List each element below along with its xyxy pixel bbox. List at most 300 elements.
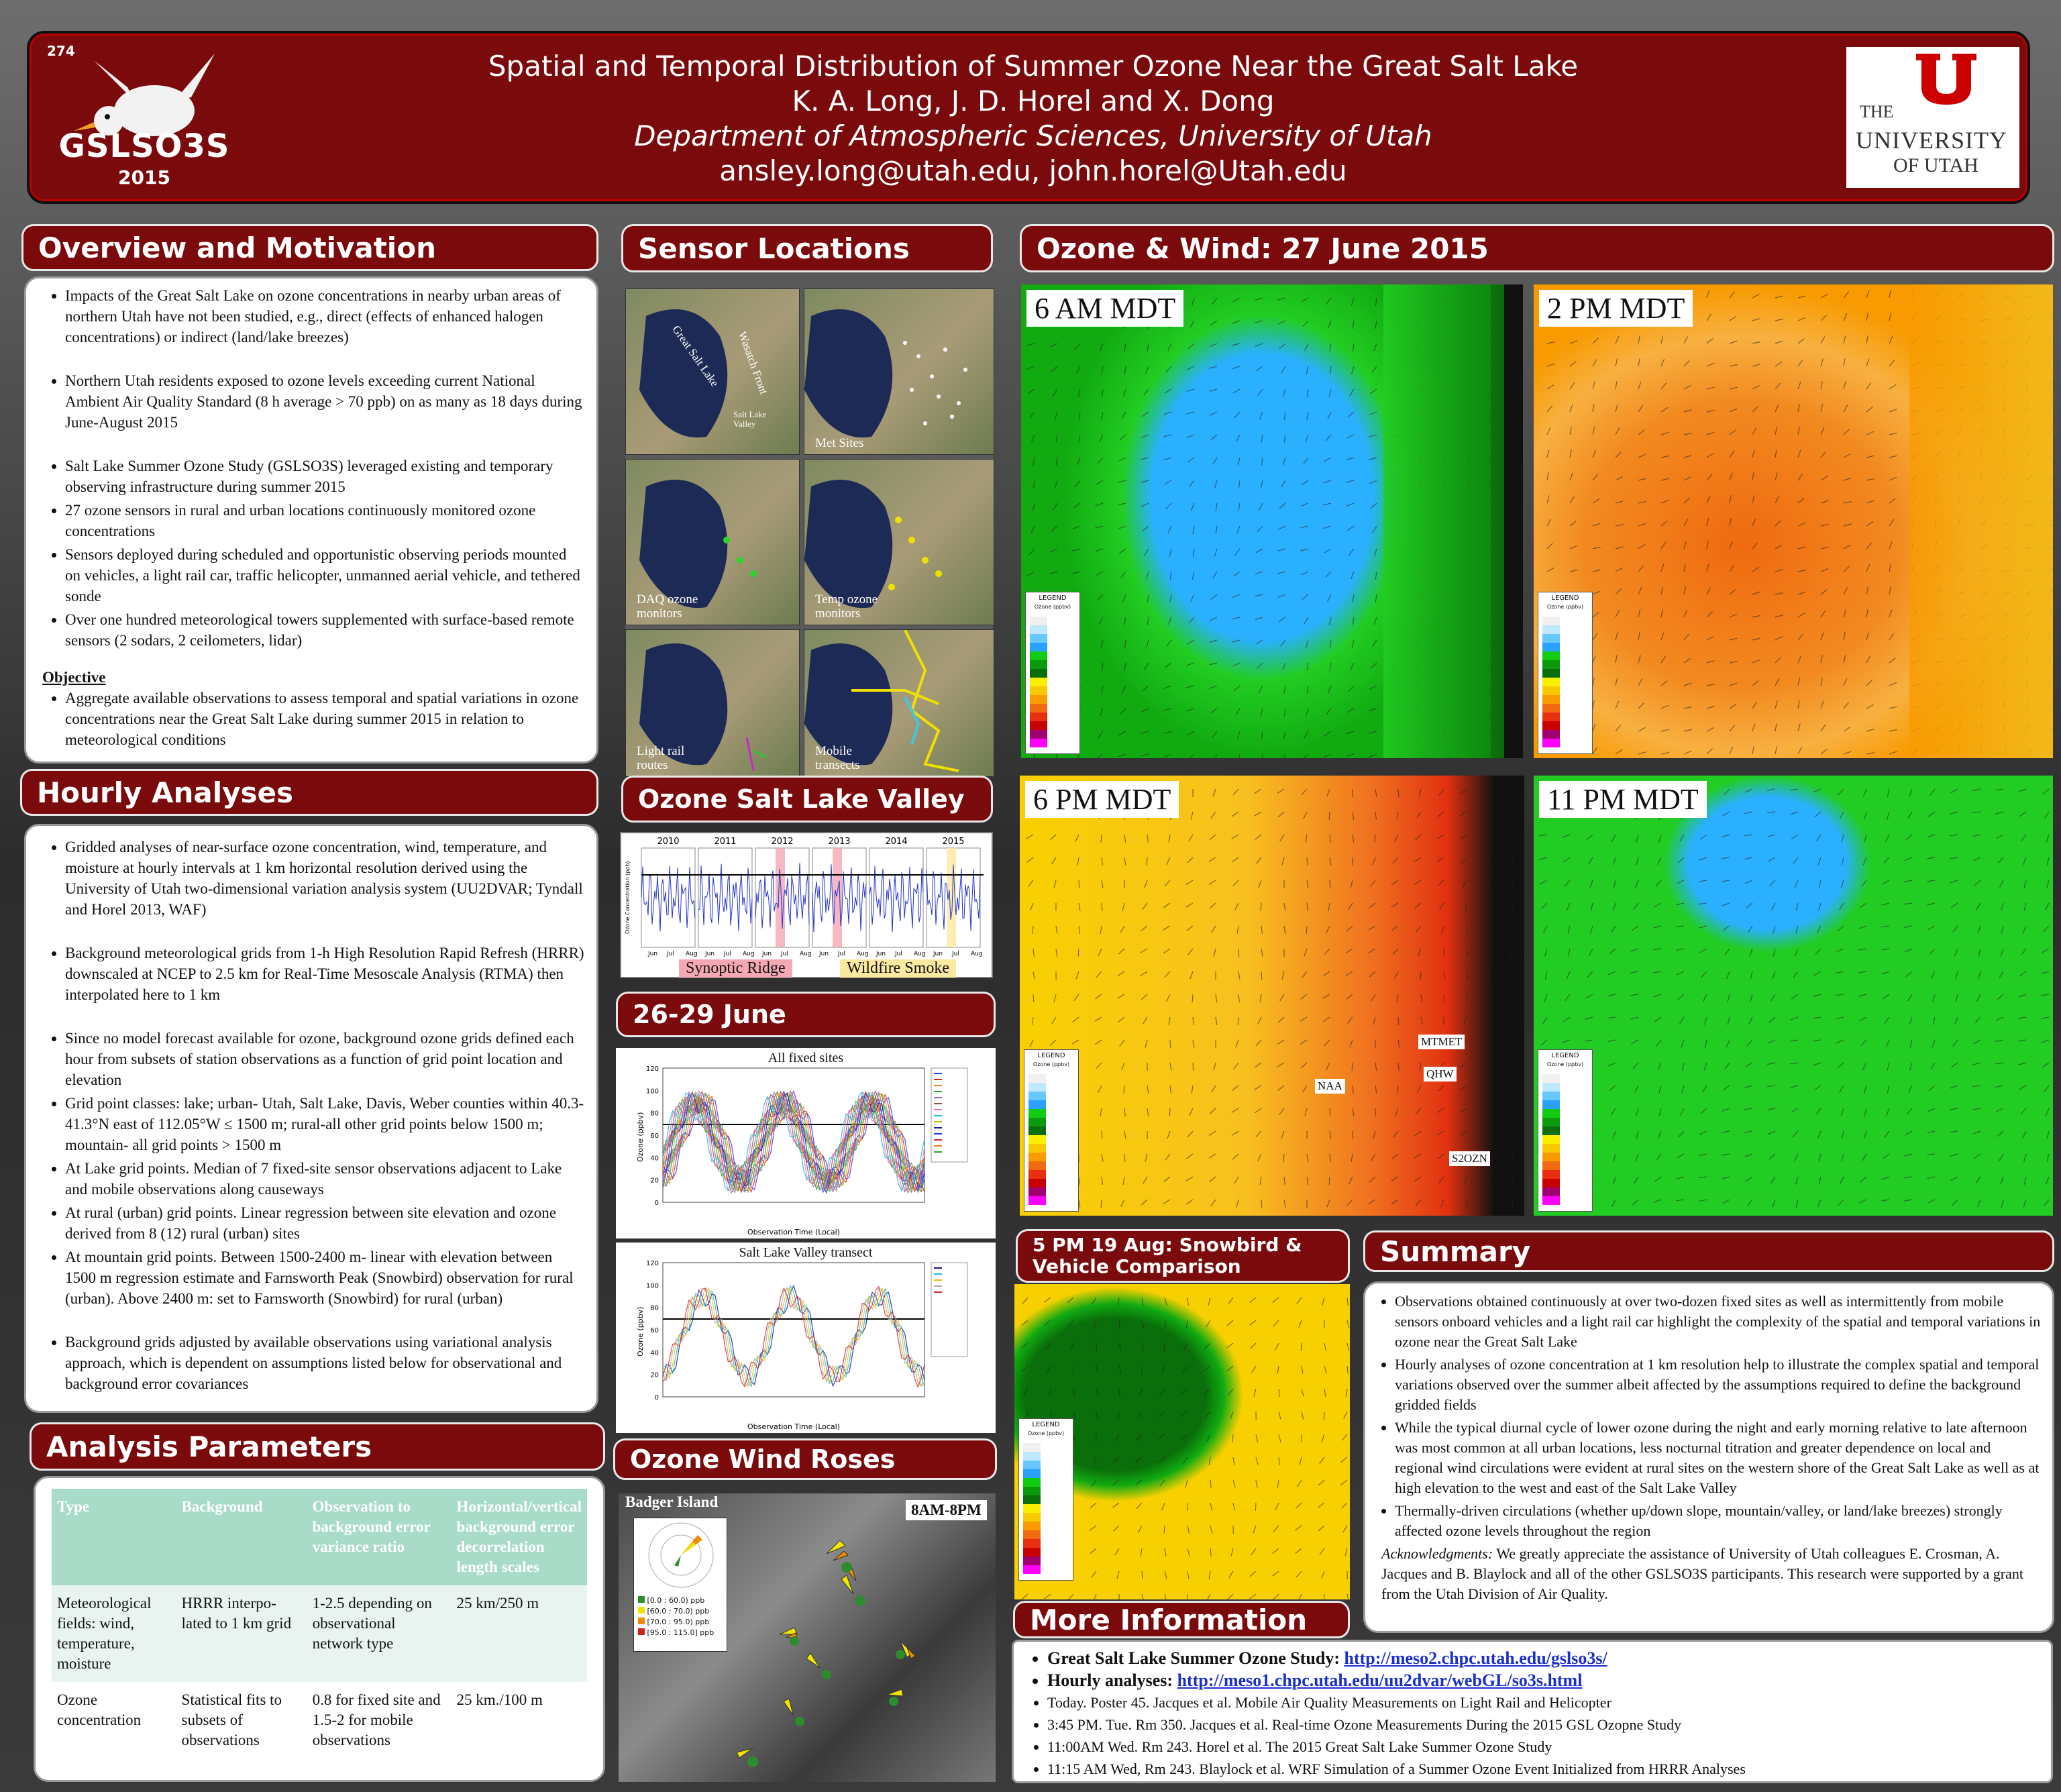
wind-arrow xyxy=(1353,617,1354,625)
wind-arrow xyxy=(1438,1086,1444,1091)
y-axis-label: Ozone (ppbv) xyxy=(636,1306,645,1357)
wind-arrow xyxy=(1190,1108,1193,1116)
wind-arrow xyxy=(1609,1086,1616,1091)
wind-arrow xyxy=(1656,1154,1661,1161)
legend-color-swatch xyxy=(1028,1135,1046,1144)
wind-arrow xyxy=(1391,903,1398,907)
wind-arrow xyxy=(1395,835,1398,842)
wind-arrow xyxy=(1484,1017,1489,1023)
wind-arrow xyxy=(2001,949,2003,956)
wind-arrow xyxy=(1638,703,1644,708)
wind-arrow xyxy=(1346,926,1353,931)
wind-arrow xyxy=(1699,926,1707,928)
legend-title: LEGEND xyxy=(1032,1421,1060,1428)
wind-arrow xyxy=(1661,456,1669,458)
wind-arrow xyxy=(1798,655,1801,663)
gslso3s-link[interactable]: http://meso2.chpc.utah.edu/gslso3s/ xyxy=(1344,1648,1607,1668)
wind-arrow xyxy=(1216,1017,1217,1025)
wind-arrow xyxy=(1585,1040,1593,1041)
wind-arrow xyxy=(1770,880,1775,886)
wind-arrow xyxy=(1630,994,1638,996)
wind-arrow xyxy=(1821,701,1824,708)
wind-arrow xyxy=(1768,857,1775,861)
wind-arrow xyxy=(1255,1063,1261,1067)
legend-color-swatch xyxy=(1542,695,1560,704)
wind-arrow xyxy=(1638,358,1640,366)
wind-arrow xyxy=(1398,789,1399,797)
wind-arrow xyxy=(1281,1131,1284,1139)
wind-arrow xyxy=(1160,1389,1165,1395)
legend-color-swatch xyxy=(1542,1170,1560,1179)
wind-arrow xyxy=(1398,1040,1399,1048)
wind-arrow xyxy=(1056,949,1057,957)
legend-color-swatch xyxy=(1030,695,1047,704)
wind-arrow xyxy=(1055,480,1057,488)
wind-arrow xyxy=(1730,364,1738,366)
wind-arrow xyxy=(1296,1503,1302,1508)
wind-arrow xyxy=(1997,1131,2003,1137)
wind-arrow xyxy=(1207,1434,1210,1442)
wind-arrow xyxy=(1094,1594,1096,1599)
wind-arrow xyxy=(1256,640,1263,644)
wind-arrow xyxy=(1798,613,1805,617)
wind-arrow xyxy=(1489,926,1491,934)
wind-arrow xyxy=(1102,389,1103,397)
wind-arrow xyxy=(1096,503,1103,506)
wind-arrow xyxy=(1323,1017,1330,1022)
wind-arrow xyxy=(1866,431,1874,435)
wind-arrow xyxy=(1170,594,1171,602)
legend-color-swatch xyxy=(1542,1179,1560,1188)
wind-arrow xyxy=(1821,452,1826,458)
y-tick-label: 20 xyxy=(650,1371,659,1379)
wind-arrow xyxy=(1773,949,1775,957)
legend-color-swatch xyxy=(1030,625,1047,634)
june-chart-fixed xyxy=(616,1048,996,1238)
wind-arrow xyxy=(2047,857,2049,865)
y-tick-label: 40 xyxy=(650,1155,659,1163)
wind-arrow xyxy=(1844,609,1846,617)
wind-arrow xyxy=(1124,617,1126,625)
wind-arrow xyxy=(1866,335,1868,344)
wind-arrow xyxy=(1420,1063,1421,1071)
wind-arrow xyxy=(1369,754,1377,757)
wind-arrow xyxy=(1237,526,1240,533)
wind-arrow xyxy=(1842,1154,1844,1162)
wind-arrow xyxy=(1213,572,1217,578)
wind-arrow xyxy=(1973,1131,1980,1134)
wind-arrow xyxy=(1819,1154,1821,1162)
wind-arrow xyxy=(1210,1526,1212,1534)
wind-arrow xyxy=(1775,678,1779,686)
wind-arrow xyxy=(1567,903,1570,910)
wind-arrow xyxy=(1282,754,1285,758)
wind-arrow xyxy=(1632,926,1638,931)
wind-arrow xyxy=(1859,926,1866,929)
ozone-series xyxy=(869,866,923,933)
wind-arrow xyxy=(1027,366,1035,369)
wind-arrow xyxy=(1775,341,1783,344)
wind-arrow xyxy=(1395,971,1398,979)
ozone-series xyxy=(663,1286,924,1387)
sensors-heading: Sensor Locations xyxy=(621,224,993,272)
wind-arrow xyxy=(1324,731,1331,736)
wind-arrow xyxy=(1611,1108,1616,1115)
y-tick-label: 60 xyxy=(650,1327,659,1334)
wind-arrow xyxy=(1164,754,1171,757)
wind-arrow xyxy=(1233,572,1240,576)
legend-color-swatch xyxy=(1030,686,1047,695)
wind-arrow xyxy=(1283,731,1285,739)
wind-arrow xyxy=(1120,926,1124,933)
wind-arrow xyxy=(1327,789,1330,796)
wind-arrow xyxy=(1661,432,1669,435)
wind-arrow xyxy=(1634,1177,1638,1183)
wind-arrow xyxy=(1684,541,1686,549)
wind-arrow xyxy=(1866,655,1870,663)
wind-arrow xyxy=(1638,655,1640,663)
legend-color-swatch xyxy=(1023,1522,1041,1530)
wind-arrow xyxy=(1047,1366,1051,1373)
wind-arrow xyxy=(1253,1526,1256,1533)
wind-arrow xyxy=(1996,1108,2003,1112)
y-tick-label: 80 xyxy=(650,1304,659,1312)
wind-arrow xyxy=(1330,366,1331,374)
wind-arrow xyxy=(1653,971,1661,973)
wind-arrow xyxy=(1842,857,1844,865)
wind-arrow xyxy=(1866,564,1870,572)
wind-arrow xyxy=(1030,1040,1033,1047)
wind-arrow xyxy=(1707,612,1713,617)
wind-arrow xyxy=(1844,478,1852,480)
logo-year: 2015 xyxy=(118,166,170,189)
wind-arrow xyxy=(1616,452,1621,458)
wind-arrow xyxy=(1141,708,1149,712)
wind-arrow xyxy=(1864,835,1866,843)
wind-arrow xyxy=(1638,454,1646,458)
wind-arrow xyxy=(1745,789,1752,792)
wind-arrow xyxy=(1118,1412,1119,1420)
wind-arrow xyxy=(2019,1086,2026,1090)
wind-arrow xyxy=(1568,949,1570,957)
wind-arrow xyxy=(1768,1131,1775,1135)
wind-arrow xyxy=(1324,1389,1326,1397)
wind-arrow xyxy=(1933,1017,1935,1025)
time-range-label: 8AM-8PM xyxy=(906,1500,987,1520)
wind-arrow xyxy=(1927,903,1935,905)
wind-arrow xyxy=(2047,1154,2049,1162)
wind-arrow xyxy=(1277,549,1285,551)
wind-arrow xyxy=(1752,724,1755,731)
wind-arrow xyxy=(1775,723,1777,731)
wind-arrow xyxy=(1730,473,1732,480)
wind-arrow xyxy=(1883,1154,1889,1159)
wind-arrow xyxy=(1636,1154,1638,1161)
wind-arrow xyxy=(1881,926,1889,927)
wind-arrow xyxy=(1302,480,1308,485)
wind-arrow xyxy=(1570,521,1576,526)
wind-arrow xyxy=(1187,1526,1190,1534)
wind-arrow xyxy=(1102,1154,1103,1162)
wind-arrow xyxy=(1883,994,1889,999)
wind-arrow xyxy=(1512,1154,1513,1162)
legend-color-swatch xyxy=(1030,660,1047,669)
wind-arrow xyxy=(1297,1298,1302,1304)
wind-arrow xyxy=(1118,526,1126,529)
wind-arrow xyxy=(1747,1040,1752,1046)
wind-arrow xyxy=(1950,857,1958,859)
params-col-header: Type xyxy=(52,1489,176,1585)
wind-arrow xyxy=(1397,1086,1398,1094)
wind-arrow xyxy=(1232,321,1240,323)
wind-arrow xyxy=(1051,526,1057,531)
wind-arrow xyxy=(1210,708,1217,713)
wind-arrow xyxy=(1096,754,1103,758)
wind-arrow xyxy=(2001,903,2003,911)
wind-arrow xyxy=(1775,472,1777,480)
wind-arrow xyxy=(1302,971,1307,978)
wind-arrow xyxy=(2001,926,2003,934)
wind-arrow xyxy=(1324,949,1330,955)
wind-arrow xyxy=(1348,1017,1353,1024)
wind-arrow xyxy=(1775,570,1783,572)
legend-title: LEGEND xyxy=(1551,594,1579,602)
wind-arrow xyxy=(1570,545,1577,549)
wind-arrow xyxy=(1927,857,1935,859)
wind-arrow xyxy=(1146,366,1149,374)
thumb-temp-monitors xyxy=(804,459,994,625)
wind-arrow xyxy=(1775,636,1783,640)
wind-arrow xyxy=(1767,835,1775,837)
wind-arrow xyxy=(1976,1177,1980,1183)
wind-arrow xyxy=(1277,1040,1284,1045)
wind-arrow xyxy=(1438,880,1444,886)
legend-color-swatch xyxy=(1542,1135,1560,1144)
wind-arrow xyxy=(1371,994,1375,1001)
wind-arrow xyxy=(1284,1200,1285,1208)
wind-arrow xyxy=(1232,640,1240,642)
wind-arrow xyxy=(1112,1503,1119,1508)
legend-color-swatch xyxy=(1030,643,1047,651)
wind-arrow xyxy=(1798,634,1803,640)
wind-arrow xyxy=(1122,1063,1124,1070)
wind-arrow xyxy=(1283,389,1285,397)
wind-arrow xyxy=(1022,1298,1028,1304)
wind-arrow xyxy=(1591,926,1593,934)
wind-arrow xyxy=(1909,789,1912,796)
chart-title: All fixed sites xyxy=(768,1051,844,1065)
wind-arrow xyxy=(1347,1366,1348,1374)
wind-arrow xyxy=(1231,1548,1233,1557)
wind-arrow xyxy=(1441,1200,1444,1207)
wind-arrow xyxy=(1028,572,1035,576)
wind-arrow xyxy=(1858,994,1866,996)
wind-arrow xyxy=(1094,1320,1096,1328)
wind-arrow xyxy=(1638,478,1646,480)
wind-arrow xyxy=(1593,700,1594,708)
legend-color-swatch xyxy=(1542,1188,1560,1196)
wind-arrow xyxy=(1298,1480,1302,1487)
wind-arrow xyxy=(1163,435,1171,437)
wind-arrow xyxy=(1661,729,1669,731)
thumb-label: Light rail routes xyxy=(637,744,685,772)
wind-arrow xyxy=(1844,292,1849,298)
legend-color-swatch xyxy=(1542,1126,1560,1135)
wind-arrow xyxy=(1305,344,1308,351)
thumb-label: Temp ozone monitors xyxy=(815,592,878,621)
wind-arrow xyxy=(1654,1017,1661,1022)
wind-arrow xyxy=(1329,389,1331,397)
wind-arrow xyxy=(1092,1480,1096,1487)
wind-arrow xyxy=(1547,519,1551,526)
summary-heading: Summary xyxy=(1363,1230,2054,1272)
wind-arrow xyxy=(1859,1200,1866,1203)
wind-arrow xyxy=(1421,994,1422,1002)
wind-arrow xyxy=(1565,994,1570,1001)
wind-arrow xyxy=(1775,657,1781,663)
wind-arrow xyxy=(1100,617,1103,625)
wind-arrow xyxy=(1160,1480,1165,1487)
wind-arrow xyxy=(1889,456,1897,458)
wind-arrow xyxy=(1300,1457,1302,1465)
wind-arrow xyxy=(1158,1434,1165,1439)
wind-arrow xyxy=(1141,926,1147,931)
wind-arrow xyxy=(1951,789,1958,793)
wind-arrow xyxy=(1616,655,1617,663)
wind-arrow xyxy=(1206,1320,1210,1327)
wind-arrow xyxy=(1232,617,1240,619)
wind-arrow xyxy=(1029,549,1035,555)
wind-arrow xyxy=(1995,1040,2003,1042)
summary-bullet: • Hourly analyses of ozone concentration at 1 km resolution help to illustrate the complex spatial and temporal variations observed over the summer albeit affected by the assumptions required to define the background gridded fields xyxy=(1395,1355,2042,1415)
wind-arrow xyxy=(1997,994,2003,1000)
wind-arrow xyxy=(1791,812,1798,814)
wind-arrow xyxy=(1889,633,1894,640)
wind-arrow xyxy=(1346,994,1353,999)
wind-arrow xyxy=(1677,1154,1684,1158)
wind-arrow xyxy=(1373,857,1375,865)
wind-arrow xyxy=(1072,572,1080,574)
wind-arrow xyxy=(1033,458,1035,466)
wind-arrow xyxy=(1095,1017,1102,1021)
wind-arrow xyxy=(1545,971,1547,980)
wind-arrow xyxy=(1143,1017,1147,1024)
wind-arrow xyxy=(1256,549,1263,553)
wind-arrow xyxy=(1028,389,1035,394)
wind-arrow xyxy=(1236,435,1240,442)
wind-arrow xyxy=(1235,549,1240,556)
wind-arrow xyxy=(1272,1571,1279,1576)
wind-arrow xyxy=(1118,994,1124,998)
wind-arrow xyxy=(1860,1177,1866,1182)
wind-arrow xyxy=(1238,994,1239,1002)
legend-label: [60.0 : 70.0) ppb xyxy=(647,1607,710,1616)
wind-arrow xyxy=(1322,1571,1324,1579)
wind-arrow xyxy=(1512,903,1514,911)
legend-color-swatch xyxy=(1542,1161,1560,1170)
wind-arrow xyxy=(1684,707,1692,708)
month-tick: Aug xyxy=(857,951,869,957)
wind-arrow xyxy=(1163,949,1170,953)
wind-arrow xyxy=(1744,835,1752,836)
wind-arrow xyxy=(1798,404,1799,412)
params-cell: Meteorological fields: wind, temperature, moisture xyxy=(52,1585,176,1682)
wind-arrow xyxy=(1229,1571,1233,1578)
wind-arrow xyxy=(1684,498,1690,503)
wind-arrow xyxy=(1593,381,1595,389)
wind-arrow xyxy=(1684,634,1689,640)
wind-arrow xyxy=(1460,812,1467,816)
wind-arrow xyxy=(1591,903,1593,911)
wind-arrow xyxy=(1707,684,1715,686)
wind-arrow xyxy=(1277,1063,1284,1067)
wind-arrow xyxy=(1284,412,1285,420)
ozone-legend xyxy=(1018,1418,1073,1581)
legend-color-swatch xyxy=(1023,1557,1041,1565)
wind-arrow xyxy=(1563,857,1570,862)
wind-arrow xyxy=(1489,949,1490,957)
wind-arrow xyxy=(1349,686,1354,692)
wind-arrow xyxy=(1255,344,1263,346)
wind-arrow xyxy=(1280,835,1284,841)
june-chart-transect xyxy=(616,1243,996,1433)
wind-arrow xyxy=(1186,1177,1193,1181)
ozone-legend xyxy=(1538,1049,1593,1212)
wind-arrow xyxy=(1141,754,1149,756)
wind-arrow xyxy=(1996,1017,2003,1020)
wind-arrow xyxy=(1284,903,1285,911)
wind-arrow xyxy=(1118,1017,1124,1022)
wind-arrow xyxy=(1489,903,1490,911)
legend-label: [70.0 : 95.0) ppb xyxy=(647,1618,710,1626)
wind-arrow xyxy=(1700,835,1707,839)
wind-arrow xyxy=(1373,1131,1375,1139)
hourly-analyses-link[interactable]: http://meso1.chpc.utah.edu/uu2dvar/webGL/so3s.html xyxy=(1177,1671,1583,1690)
wind-arrow xyxy=(1369,708,1377,710)
wind-arrow xyxy=(1798,570,1806,572)
wind-arrow xyxy=(1326,708,1331,715)
wind-arrow xyxy=(1141,949,1147,953)
wind-arrow xyxy=(1186,903,1193,907)
wind-arrow xyxy=(1768,1040,1775,1043)
wind-arrow xyxy=(1302,1412,1304,1420)
wind-arrow xyxy=(1771,994,1775,1001)
wind-arrow xyxy=(1343,1526,1347,1532)
univ-name: UNIVERSITY xyxy=(1856,127,2007,154)
ozone-series xyxy=(698,864,752,931)
wind-arrow xyxy=(2019,994,2026,997)
univ-the: THE xyxy=(1860,102,1894,121)
talk-item: • 11:15 AM Wed, Rm 243. Blaylock et al. WRF Simulation of a Summer Ozone Event Initialized from HRRR Analyses xyxy=(1047,1759,2042,1779)
wind-arrow xyxy=(1209,389,1217,391)
wind-arrow xyxy=(1256,366,1263,371)
wind-arrow xyxy=(1838,1200,1844,1206)
wind-arrow xyxy=(1953,926,1958,933)
wind-arrow xyxy=(1841,880,1844,888)
wind-arrow xyxy=(1022,1594,1028,1599)
legend-color-swatch xyxy=(1028,1161,1046,1170)
wind-arrow xyxy=(1261,926,1262,934)
wind-arrow xyxy=(1678,994,1684,1000)
wind-arrow xyxy=(1813,1063,1821,1065)
wind-arrow xyxy=(1844,727,1850,731)
wind-arrow xyxy=(1631,949,1638,951)
thumb-daq-monitors xyxy=(625,459,800,625)
wind-arrow xyxy=(1796,926,1798,934)
wind-arrow xyxy=(1214,949,1216,957)
map-time-label: 2 PM MDT xyxy=(1539,290,1693,327)
wind-arrow xyxy=(1769,1017,1775,1022)
